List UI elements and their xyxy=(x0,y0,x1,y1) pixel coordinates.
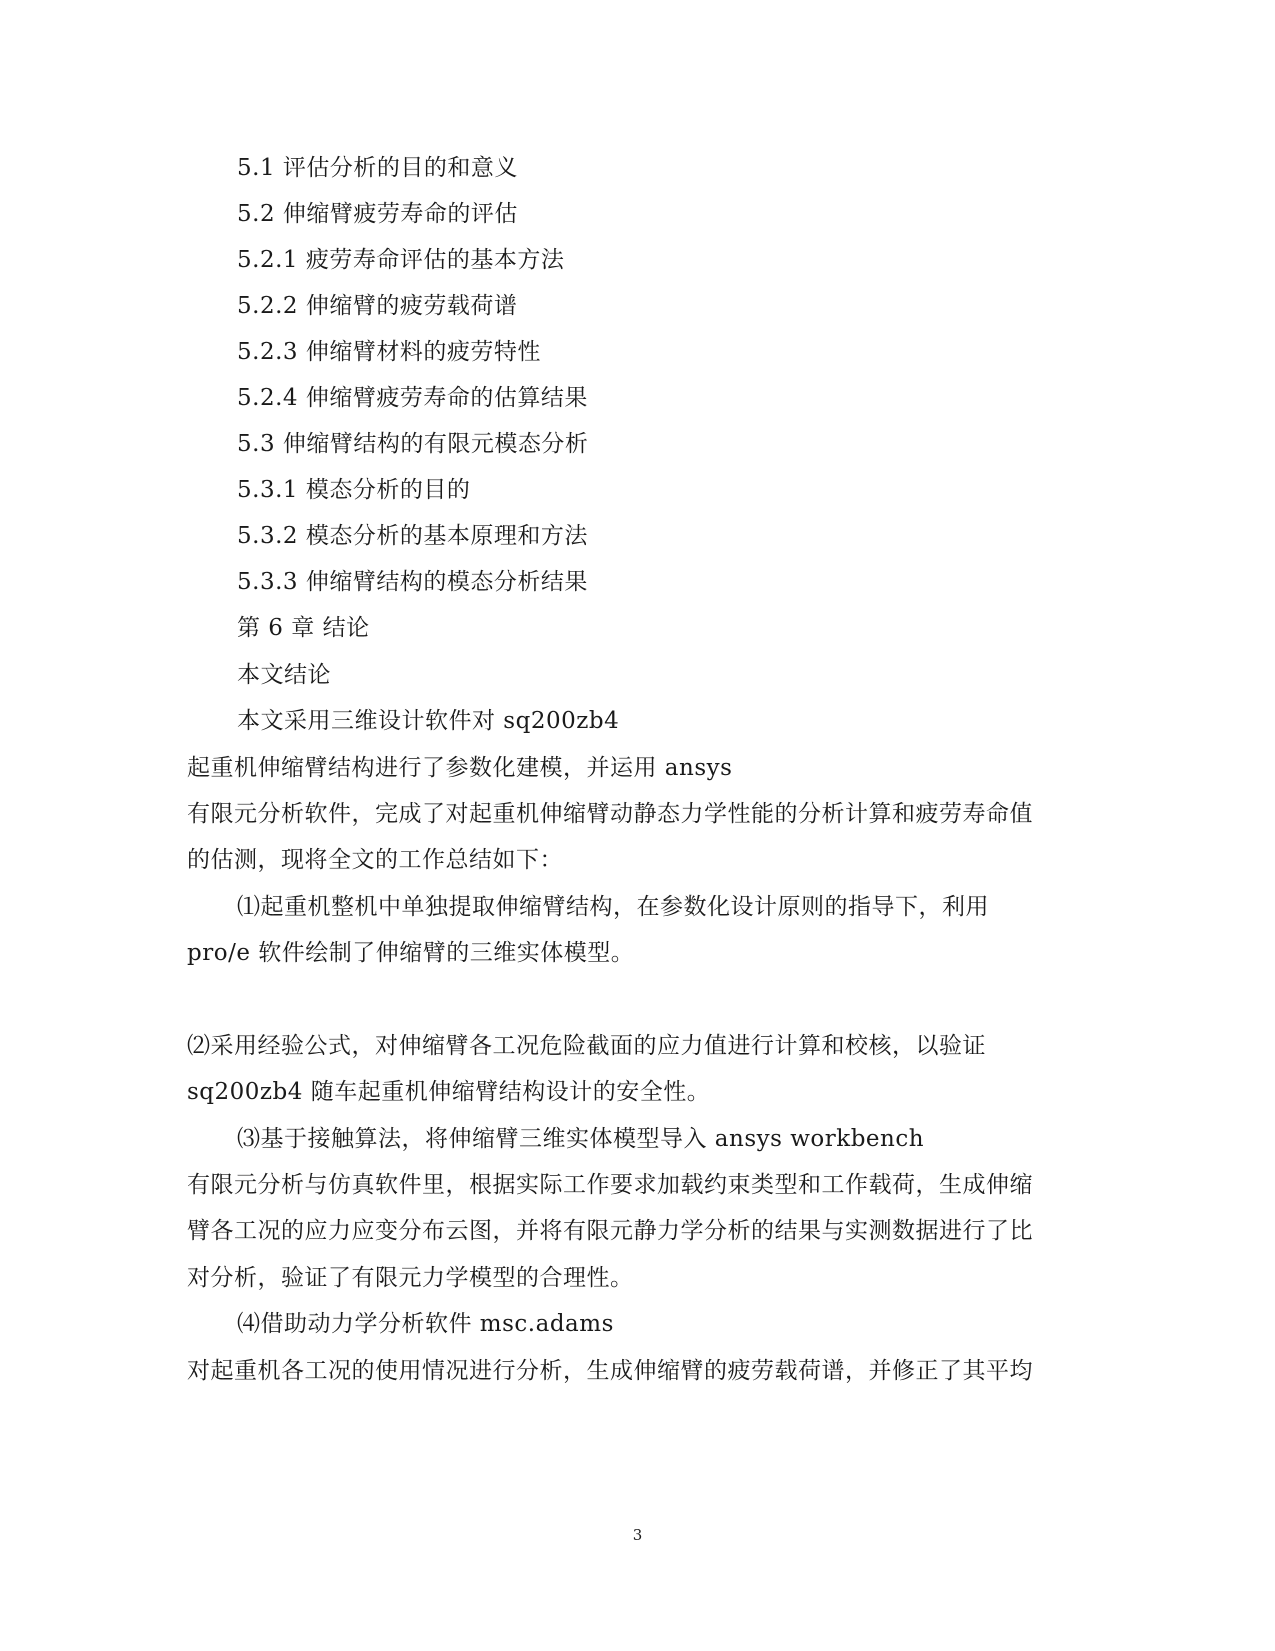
toc-item-5-2-3: 5.2.3 伸缩臂材料的疲劳特性 xyxy=(237,339,541,365)
body-line: pro/e 软件绘制了伸缩臂的三维实体模型。 xyxy=(187,940,635,966)
toc-item-5-3: 5.3 伸缩臂结构的有限元模态分析 xyxy=(237,431,589,457)
body-line: 有限元分析与仿真软件里，根据实际工作要求加载约束类型和工作载荷，生成伸缩 xyxy=(187,1172,1033,1198)
section-heading: 本文结论 xyxy=(237,662,331,688)
toc-item-5-1: 5.1 评估分析的目的和意义 xyxy=(237,155,518,181)
body-line: ⑷借助动力学分析软件 msc.adams xyxy=(237,1311,614,1337)
body-line: 起重机伸缩臂结构进行了参数化建模，并运用 ansys xyxy=(187,755,733,781)
body-line: ⑶基于接触算法，将伸缩臂三维实体模型导入 ansys workbench xyxy=(237,1126,925,1152)
page-number: 3 xyxy=(632,1526,643,1544)
toc-item-5-3-2: 5.3.2 模态分析的基本原理和方法 xyxy=(237,523,588,549)
body-line: 对分析，验证了有限元力学模型的合理性。 xyxy=(187,1265,634,1291)
toc-item-5-2-1: 5.2.1 疲劳寿命评估的基本方法 xyxy=(237,247,565,273)
body-line: sq200zb4 随车起重机伸缩臂结构设计的安全性。 xyxy=(187,1079,711,1105)
body-line: 对起重机各工况的使用情况进行分析，生成伸缩臂的疲劳载荷谱，并修正了其平均 xyxy=(187,1358,1033,1384)
body-line: 本文采用三维设计软件对 sq200zb4 xyxy=(237,708,620,734)
body-line: ⑵采用经验公式，对伸缩臂各工况危险截面的应力值进行计算和校核，以验证 xyxy=(187,1033,986,1059)
body-line: 有限元分析软件，完成了对起重机伸缩臂动静态力学性能的分析计算和疲劳寿命值 xyxy=(187,801,1033,827)
toc-item-5-3-3: 5.3.3 伸缩臂结构的模态分析结果 xyxy=(237,569,588,595)
toc-item-5-2-4: 5.2.4 伸缩臂疲劳寿命的估算结果 xyxy=(237,385,588,411)
toc-item-5-2: 5.2 伸缩臂疲劳寿命的评估 xyxy=(237,201,518,227)
body-line: ⑴起重机整机中单独提取伸缩臂结构，在参数化设计原则的指导下，利用 xyxy=(237,894,989,920)
body-line: 臂各工况的应力应变分布云图，并将有限元静力学分析的结果与实测数据进行了比 xyxy=(187,1218,1033,1244)
toc-item-5-3-1: 5.3.1 模态分析的目的 xyxy=(237,477,471,503)
body-line: 的估测，现将全文的工作总结如下： xyxy=(187,847,563,873)
chapter-heading: 第 6 章 结论 xyxy=(237,615,370,641)
toc-item-5-2-2: 5.2.2 伸缩臂的疲劳载荷谱 xyxy=(237,293,518,319)
